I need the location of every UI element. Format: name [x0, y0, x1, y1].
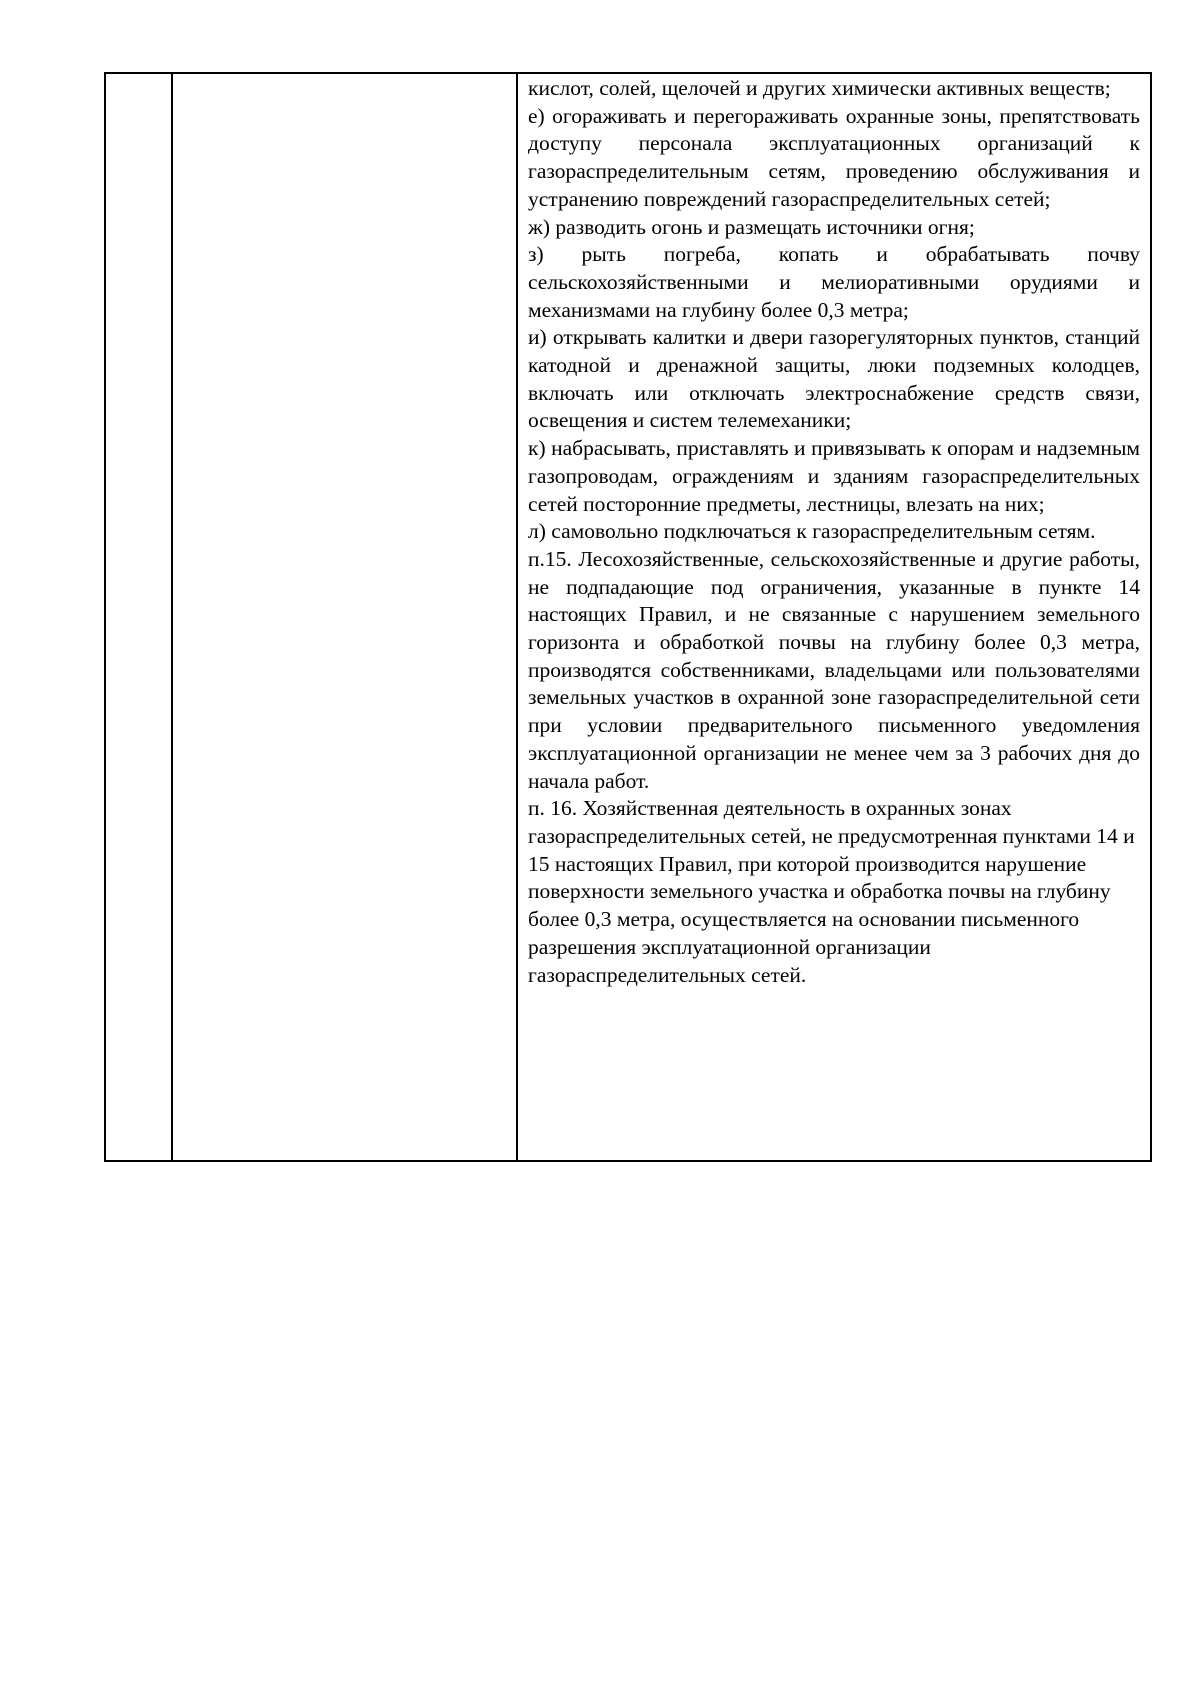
paragraph-clause-16: п. 16. Хозяйственная деятельность в охранных зонах газораспределительных сетей, не предусмотренная пунктами 14 и 15 настоящих Правил, при которой производится нарушение поверхности земельного участка и обработка почвы на глубину более 0,3 метра, осуществляется на основании письменного разрешения эксплуатационной организации газораспределительных сетей.: [528, 796, 1135, 987]
paragraph-item-l: л) самовольно подключаться к газораспределительным сетям.: [528, 519, 1096, 544]
paragraph-item-zh: ж) разводить огонь и размещать источники огня;: [528, 214, 975, 239]
table-cell-number: [106, 74, 173, 1160]
paragraph-item-e: е) огораживать и перегораживать охранные зоны, препятствовать доступу персонала эксплуатационных организаций к газораспределительным сетям, проведению обслуживания и устранению повреждений газораспределительных сетей;: [528, 103, 1140, 211]
table-cell-title: [173, 74, 518, 1160]
document-table: [104, 72, 1152, 1162]
paragraph-item-i: и) открывать калитки и двери газорегуляторных пунктов, станций катодной и дренажной защиты, люки подземных колодцев, включать или отключать электроснабжение средств связи, освещения и систем телемеханики;: [528, 325, 1140, 433]
table-cell-content: [518, 74, 1150, 1160]
paragraph-chemicals-end: кислот, солей, щелочей и других химически активных веществ;: [528, 76, 1111, 100]
paragraph-clause-15: п.15. Лесохозяйственные, сельскохозяйственные и другие работы, не подпадающие под ограничения, указанные в пункте 14 настоящих Правил, и не связанные с нарушением земельного горизонта и обработкой почвы на глубину более 0,3 метра, производятся собственниками, владельцами или пользователями земельных участков в охранной зоне газораспределительной сети при условии предварительного письменного уведомления эксплуатационной организации не менее чем за 3 рабочих дня до начала работ.: [528, 546, 1140, 793]
paragraph-item-k: к) набрасывать, приставлять и привязывать к опорам и надземным газопроводам, ограждениям и зданиям газораспределительных сетей посторонние предметы, лестницы, влезать на них;: [528, 436, 1140, 516]
paragraph-item-z: з) рыть погреба, копать и обрабатывать почву сельскохозяйственными и мелиоративными орудиями и механизмами на глубину более 0,3 метра;: [528, 242, 1140, 322]
